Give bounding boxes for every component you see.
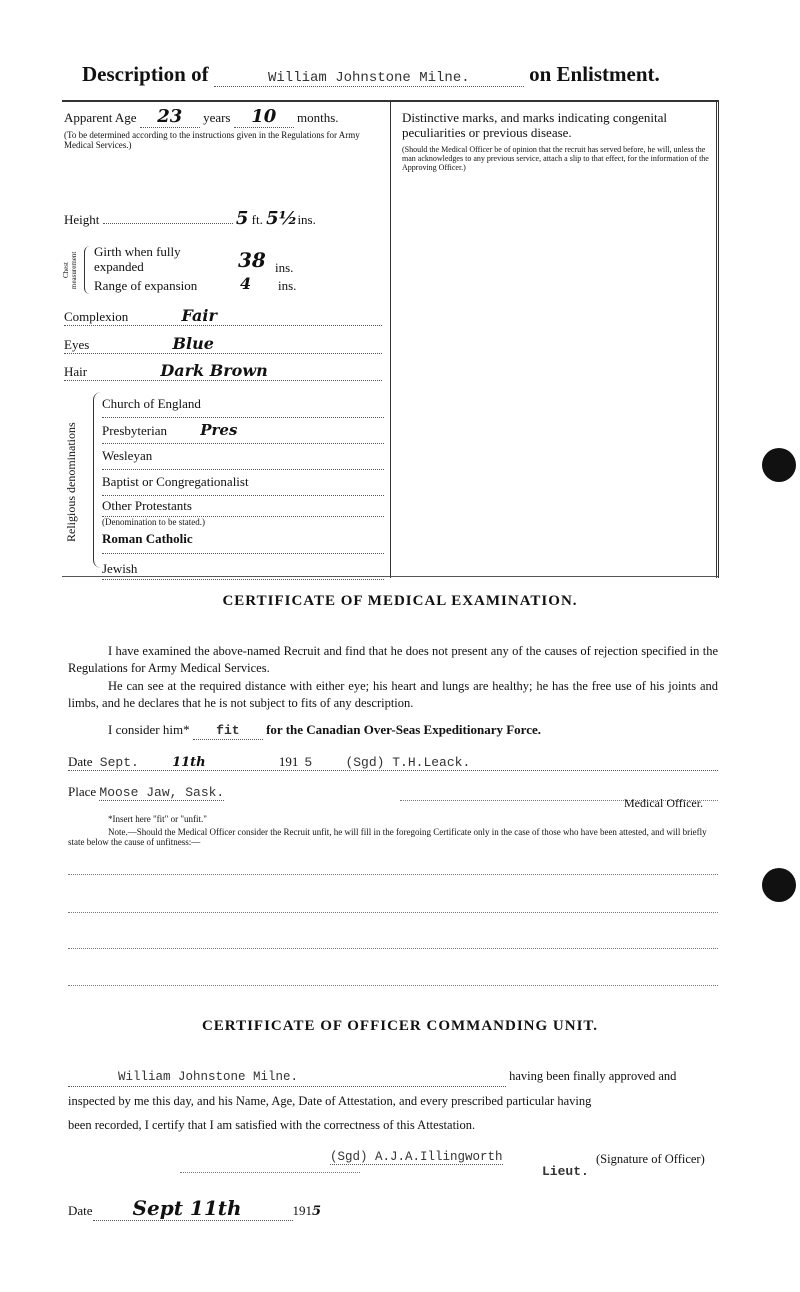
- religion-item: [102, 470, 384, 496]
- punch-hole: [762, 868, 796, 902]
- date-value: Sept 11th: [132, 1196, 242, 1220]
- blank-line: [68, 874, 718, 875]
- range-label: Range of expansion: [94, 278, 198, 293]
- range-value: 4: [240, 274, 252, 293]
- place-label: Place: [68, 784, 97, 799]
- age-label: Apparent Age: [64, 110, 137, 125]
- column-divider: [390, 100, 391, 578]
- age-months: 10: [234, 106, 294, 128]
- title-suffix: on Enlistment.: [529, 62, 660, 86]
- consider-row: [108, 721, 541, 740]
- medical-officer-label: Medical Officer.: [624, 796, 704, 810]
- recruit-name-commanding: William Johnstone Milne.: [68, 1069, 506, 1087]
- medical-para-2: He can see at the required distance with either eye; his heart and lungs are healthy; he has the free use of his joints and limbs, and he declares that he is not subject to fits of any description.: [68, 679, 718, 710]
- marks-label: Distinctive marks, and marks indicating congenital peculiarities or previous disease.: [402, 110, 667, 140]
- religion-item-value: Pres: [200, 421, 238, 439]
- year-value: 5: [304, 755, 313, 770]
- commanding-text-3: been recorded, I certify that I am satisfied with the correctness of this Attestation.: [68, 1118, 476, 1132]
- hair-row: [64, 361, 382, 381]
- religion-item-note: (Denomination to be stated.): [102, 517, 205, 527]
- date-label: Date: [68, 1203, 93, 1218]
- religion-item: [102, 444, 384, 470]
- religion-list: [102, 392, 384, 580]
- commanding-certificate-title: CERTIFICATE OF OFFICER COMMANDING UNIT.: [201, 1018, 599, 1034]
- medical-officer-signature: (Sgd) T.H.Leack.: [345, 755, 471, 770]
- eyes-value: Blue: [172, 334, 214, 353]
- religion-item: [102, 529, 384, 554]
- blank-line: [68, 912, 718, 913]
- eyes-label: Eyes: [64, 337, 90, 352]
- signature-line: [180, 1172, 360, 1173]
- ft-label: ft.: [251, 212, 263, 227]
- years-label: years: [203, 110, 231, 125]
- age-note: (To be determined according to the instructions given in the Regulations for Army Medical Services.): [64, 130, 360, 150]
- religion-label: Religious denominations: [64, 422, 78, 543]
- complexion-label: Complexion: [64, 309, 129, 324]
- months-label: months.: [297, 110, 339, 125]
- age-row: [64, 106, 384, 128]
- commanding-text-1: having been finally approved and: [509, 1069, 677, 1083]
- religion-item: [102, 418, 384, 444]
- form-title: [82, 62, 660, 87]
- religion-item-label: Wesleyan: [102, 448, 153, 463]
- punch-hole: [762, 448, 796, 482]
- blank-line: [68, 985, 718, 986]
- chest-brace: [84, 246, 93, 294]
- hair-value: Dark Brown: [160, 361, 268, 380]
- medical-certificate-title: CERTIFICATE OF MEDICAL EXAMINATION.: [222, 593, 578, 609]
- girth-value: 38: [238, 248, 266, 272]
- height-row: [64, 208, 384, 229]
- commanding-text-2: inspected by me this day, and his Name, Age, Date of Attestation, and every prescribed particular having: [68, 1094, 592, 1108]
- place-row: [68, 784, 308, 800]
- officer-rank: Lieut.: [542, 1164, 589, 1179]
- medical-para-1: I have examined the above-named Recruit and find that he does not present any of the causes of rejection specified in the Regulations for Army Medical Services.: [68, 644, 718, 675]
- complexion-value: Fair: [181, 306, 217, 325]
- height-ft: 5: [235, 208, 249, 229]
- religion-brace: [93, 392, 102, 568]
- recruit-name: William Johnstone Milne.: [214, 70, 524, 87]
- height-label: Height: [64, 212, 100, 227]
- chest-label: Chest measurement: [62, 251, 78, 289]
- signature-officer-label: (Signature of Officer): [596, 1152, 705, 1166]
- age-years: 23: [140, 106, 200, 128]
- year-prefix: 191: [292, 1203, 313, 1218]
- consider-label: I consider him*: [108, 722, 190, 737]
- date-month: Sept.: [99, 755, 139, 770]
- eyes-row: [64, 334, 382, 354]
- girth-unit: ins.: [275, 260, 294, 275]
- religion-item-label: Baptist or Congregationalist: [102, 474, 249, 489]
- fit-footnote: *Insert here "fit" or "unfit.": [108, 814, 207, 824]
- date-label: Date: [68, 754, 93, 769]
- place-value: Moose Jaw, Sask.: [99, 785, 225, 800]
- title-prefix: Description of: [82, 62, 209, 86]
- marks-note: (Should the Medical Officer be of opinion that the recruit has served before, he will, unless the man acknowledges to any previous service, attach a slip to that effect, for the information of the Approving Officer.): [402, 145, 709, 172]
- consider-suffix: for the Canadian Over-Seas Expeditionary Force.: [266, 722, 542, 737]
- fitness-value: fit: [193, 722, 263, 740]
- blank-line: [68, 948, 718, 949]
- height-ins: 5½: [266, 208, 298, 229]
- commanding-date-row: [68, 1196, 321, 1221]
- officer-signature-value: (Sgd) A.J.A.Illingworth: [330, 1150, 503, 1164]
- complexion-row: [64, 306, 382, 326]
- year-prefix: 191: [278, 754, 299, 769]
- religion-item-label: Presbyterian: [102, 423, 167, 438]
- year-value: 5: [312, 1204, 322, 1219]
- range-unit: ins.: [278, 278, 297, 293]
- ins-label: ins.: [297, 212, 316, 227]
- religion-item: [102, 496, 384, 517]
- date-day: 11th: [172, 755, 206, 770]
- religion-item: [102, 392, 384, 418]
- hair-label: Hair: [64, 364, 88, 379]
- religion-item-label: Jewish: [102, 561, 138, 576]
- religion-item: [102, 554, 384, 580]
- girth-label: Girth when fully expanded: [94, 244, 181, 274]
- religion-item-label: Roman Catholic: [102, 531, 193, 546]
- unfit-note: Note.—Should the Medical Officer consider the Recruit unfit, he will fill in the foregoing Certificate only in the case of those who have been attested, and will briefly state below the cause of unfitness:—: [68, 827, 707, 847]
- commanding-row-1: [68, 1068, 718, 1087]
- religion-item-label: Other Protestants: [102, 498, 192, 513]
- religion-item-label: Church of England: [102, 396, 201, 411]
- box-right-rule: [716, 100, 719, 578]
- officer-signature: [330, 1148, 503, 1166]
- medical-date-row: [68, 754, 718, 771]
